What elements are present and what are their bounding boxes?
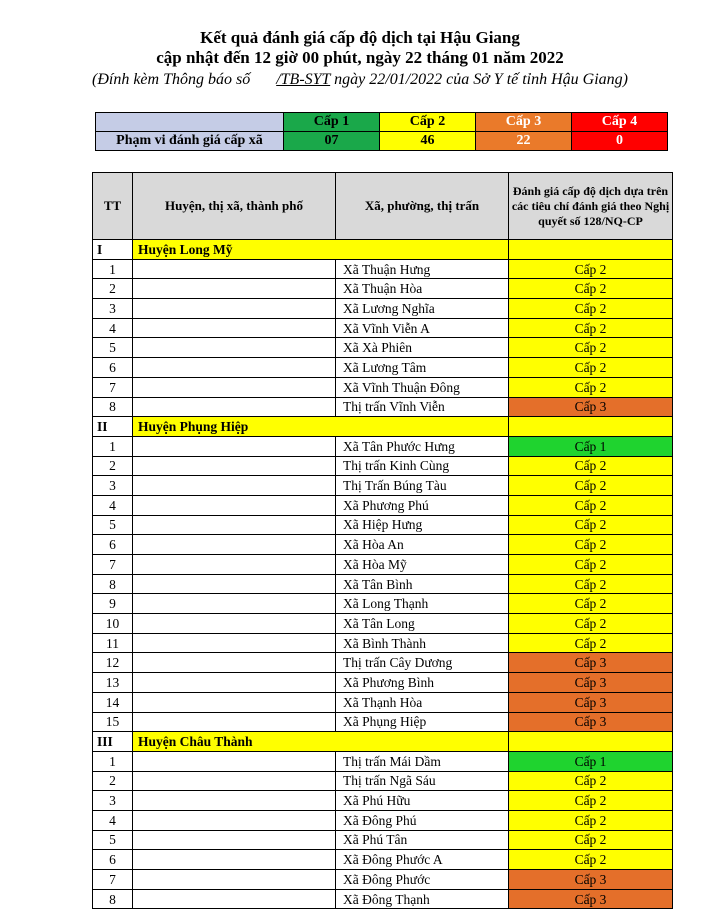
row-commune: Xã Hòa Mỹ: [336, 555, 509, 575]
row-number: 3: [93, 791, 133, 811]
row-number: 15: [93, 712, 133, 732]
row-district: [133, 712, 336, 732]
header-district: Huyện, thị xã, thành phố: [133, 173, 336, 240]
row-level: Cấp 3: [509, 712, 673, 732]
table-row: [93, 397, 673, 417]
row-district: [133, 299, 336, 319]
row-level: Cấp 2: [509, 830, 673, 850]
row-level: Cấp 3: [509, 889, 673, 909]
row-number: 10: [93, 614, 133, 634]
row-number: 4: [93, 810, 133, 830]
row-number: 8: [93, 574, 133, 594]
district-row: [93, 417, 673, 437]
row-commune: Xã Đông Phước: [336, 870, 509, 890]
district-number: II: [93, 417, 133, 437]
row-number: 8: [93, 889, 133, 909]
table-row: [93, 259, 673, 279]
row-level: Cấp 2: [509, 614, 673, 634]
reference-suffix: ngày 22/01/2022 của Sở Y tế tỉnh Hậu Giang): [334, 71, 629, 88]
table-row: [93, 791, 673, 811]
row-level: Cấp 3: [509, 870, 673, 890]
row-district: [133, 889, 336, 909]
row-commune: Xã Đông Thạnh: [336, 889, 509, 909]
row-level: Cấp 2: [509, 299, 673, 319]
table-row: [93, 358, 673, 378]
row-district: [133, 673, 336, 693]
district-row: [93, 732, 673, 752]
row-number: 7: [93, 377, 133, 397]
row-district: [133, 771, 336, 791]
district-evaluation: [509, 732, 673, 752]
row-district: [133, 692, 336, 712]
row-district: [133, 495, 336, 515]
table-row: [93, 515, 673, 535]
row-level: Cấp 3: [509, 673, 673, 693]
row-commune: Xã Hòa An: [336, 535, 509, 555]
row-district: [133, 436, 336, 456]
district-name: Huyện Phụng Hiệp: [133, 417, 509, 437]
district-name: Huyện Châu Thành: [133, 732, 509, 752]
table-row: [93, 614, 673, 634]
row-commune: Xã Tân Bình: [336, 574, 509, 594]
row-number: 1: [93, 436, 133, 456]
row-level: Cấp 3: [509, 653, 673, 673]
table-row: [93, 870, 673, 890]
row-level: Cấp 1: [509, 436, 673, 456]
table-row: [93, 850, 673, 870]
table-row: [93, 633, 673, 653]
row-number: 6: [93, 358, 133, 378]
table-row: [93, 299, 673, 319]
row-commune: Xã Bình Thành: [336, 633, 509, 653]
row-number: 11: [93, 633, 133, 653]
row-level: Cấp 2: [509, 850, 673, 870]
row-number: 4: [93, 495, 133, 515]
row-district: [133, 358, 336, 378]
row-district: [133, 397, 336, 417]
summary-level-3: Cấp 3: [476, 113, 572, 132]
summary-table: [95, 112, 668, 151]
row-number: 14: [93, 692, 133, 712]
row-level: Cấp 2: [509, 279, 673, 299]
row-district: [133, 555, 336, 575]
row-commune: Xã Thuận Hòa: [336, 279, 509, 299]
district-number: III: [93, 732, 133, 752]
row-district: [133, 594, 336, 614]
summary-level-2: Cấp 2: [380, 113, 476, 132]
summary-count-row: [96, 132, 668, 151]
row-number: 3: [93, 299, 133, 319]
row-district: [133, 830, 336, 850]
table-row: [93, 751, 673, 771]
reference-prefix: (Đính kèm Thông báo số: [91, 71, 251, 88]
row-district: [133, 653, 336, 673]
table-row: [93, 555, 673, 575]
row-level: Cấp 2: [509, 535, 673, 555]
table-row: [93, 436, 673, 456]
table-row: [93, 653, 673, 673]
row-number: 6: [93, 850, 133, 870]
row-commune: Thị trấn Kinh Cùng: [336, 456, 509, 476]
table-row: [93, 338, 673, 358]
summary-corner: [96, 113, 284, 132]
row-commune: Xã Phương Bình: [336, 673, 509, 693]
row-commune: Thị Trấn Búng Tàu: [336, 476, 509, 496]
table-row: [93, 574, 673, 594]
row-level: Cấp 2: [509, 515, 673, 535]
row-number: 5: [93, 338, 133, 358]
row-level: Cấp 2: [509, 771, 673, 791]
district-evaluation: [509, 240, 673, 260]
row-level: Cấp 1: [509, 751, 673, 771]
row-commune: Xã Xà Phiên: [336, 338, 509, 358]
row-number: 7: [93, 870, 133, 890]
row-district: [133, 850, 336, 870]
summary-count-3: 22: [476, 132, 572, 151]
reference-number: /TB-SYT: [276, 71, 331, 88]
row-commune: Thị trấn Ngã Sáu: [336, 771, 509, 791]
row-district: [133, 633, 336, 653]
row-district: [133, 456, 336, 476]
district-evaluation: [509, 417, 673, 437]
row-district: [133, 259, 336, 279]
row-district: [133, 574, 336, 594]
table-row: [93, 377, 673, 397]
row-level: Cấp 2: [509, 594, 673, 614]
row-district: [133, 810, 336, 830]
row-commune: Xã Phụng Hiệp: [336, 712, 509, 732]
summary-level-1: Cấp 1: [284, 113, 380, 132]
row-level: Cấp 2: [509, 633, 673, 653]
row-commune: Xã Đông Phú: [336, 810, 509, 830]
row-number: 13: [93, 673, 133, 693]
row-district: [133, 791, 336, 811]
row-number: 2: [93, 456, 133, 476]
row-commune: Xã Vĩnh Viễn A: [336, 318, 509, 338]
row-number: 4: [93, 318, 133, 338]
row-number: 8: [93, 397, 133, 417]
table-row: [93, 495, 673, 515]
row-commune: Xã Đông Phước A: [336, 850, 509, 870]
table-row: [93, 830, 673, 850]
row-district: [133, 535, 336, 555]
row-number: 2: [93, 771, 133, 791]
row-number: 6: [93, 535, 133, 555]
row-level: Cấp 2: [509, 358, 673, 378]
table-row: [93, 279, 673, 299]
row-commune: Xã Phú Hữu: [336, 791, 509, 811]
row-commune: Xã Lương Tâm: [336, 358, 509, 378]
row-level: Cấp 3: [509, 692, 673, 712]
row-commune: Xã Thạnh Hòa: [336, 692, 509, 712]
table-row: [93, 456, 673, 476]
row-level: Cấp 2: [509, 338, 673, 358]
row-number: 5: [93, 515, 133, 535]
row-level: Cấp 2: [509, 456, 673, 476]
summary-label: Phạm vi đánh giá cấp xã: [96, 132, 284, 151]
row-district: [133, 751, 336, 771]
district-row: [93, 240, 673, 260]
row-commune: Xã Tân Phước Hưng: [336, 436, 509, 456]
table-row: [93, 673, 673, 693]
row-level: Cấp 2: [509, 574, 673, 594]
row-number: 9: [93, 594, 133, 614]
table-row: [93, 535, 673, 555]
summary-count-4: 0: [572, 132, 668, 151]
row-commune: Xã Phú Tân: [336, 830, 509, 850]
row-district: [133, 318, 336, 338]
table-row: [93, 810, 673, 830]
row-number: 1: [93, 259, 133, 279]
row-commune: Xã Long Thạnh: [336, 594, 509, 614]
row-district: [133, 870, 336, 890]
row-number: 7: [93, 555, 133, 575]
header-commune: Xã, phường, thị trấn: [336, 173, 509, 240]
table-row: [93, 476, 673, 496]
row-commune: Thị trấn Vĩnh Viễn: [336, 397, 509, 417]
summary-level-row: [96, 113, 668, 132]
header-evaluation: Đánh giá cấp độ dịch dựa trên các tiêu chí đánh giá theo Nghị quyết số 128/NQ-CP: [509, 173, 673, 240]
table-row: [93, 889, 673, 909]
table-row: [93, 771, 673, 791]
row-level: Cấp 2: [509, 318, 673, 338]
table-body: [93, 240, 673, 909]
row-level: Cấp 2: [509, 259, 673, 279]
district-name: Huyện Long Mỹ: [133, 240, 509, 260]
row-commune: Thị trấn Mái Dầm: [336, 751, 509, 771]
doc-title: Kết quả đánh giá cấp độ dịch tại Hậu Giang: [200, 28, 520, 47]
row-number: 12: [93, 653, 133, 673]
row-commune: Xã Phương Phú: [336, 495, 509, 515]
row-number: 5: [93, 830, 133, 850]
row-level: Cấp 2: [509, 377, 673, 397]
doc-reference: [0, 70, 720, 90]
row-number: 1: [93, 751, 133, 771]
row-district: [133, 515, 336, 535]
row-level: Cấp 2: [509, 495, 673, 515]
header-tt: TT: [93, 173, 133, 240]
summary-level-4: Cấp 4: [572, 113, 668, 132]
row-district: [133, 377, 336, 397]
row-commune: Xã Thuận Hưng: [336, 259, 509, 279]
row-district: [133, 476, 336, 496]
row-level: Cấp 3: [509, 397, 673, 417]
table-row: [93, 712, 673, 732]
summary-count-1: 07: [284, 132, 380, 151]
row-commune: Thị trấn Cây Dương: [336, 653, 509, 673]
district-number: I: [93, 240, 133, 260]
row-district: [133, 614, 336, 634]
row-commune: Xã Vĩnh Thuận Đông: [336, 377, 509, 397]
row-district: [133, 279, 336, 299]
row-level: Cấp 2: [509, 791, 673, 811]
table-row: [93, 318, 673, 338]
row-number: 3: [93, 476, 133, 496]
table-row: [93, 692, 673, 712]
row-commune: Xã Tân Long: [336, 614, 509, 634]
row-level: Cấp 2: [509, 555, 673, 575]
assessment-table: [92, 172, 673, 909]
row-level: Cấp 2: [509, 476, 673, 496]
row-district: [133, 338, 336, 358]
table-row: [93, 594, 673, 614]
row-number: 2: [93, 279, 133, 299]
row-commune: Xã Hiệp Hưng: [336, 515, 509, 535]
summary-count-2: 46: [380, 132, 476, 151]
row-level: Cấp 2: [509, 810, 673, 830]
table-header-row: [93, 173, 673, 240]
row-commune: Xã Lương Nghĩa: [336, 299, 509, 319]
doc-subtitle: cập nhật đến 12 giờ 00 phút, ngày 22 tháng 01 năm 2022: [156, 48, 564, 67]
